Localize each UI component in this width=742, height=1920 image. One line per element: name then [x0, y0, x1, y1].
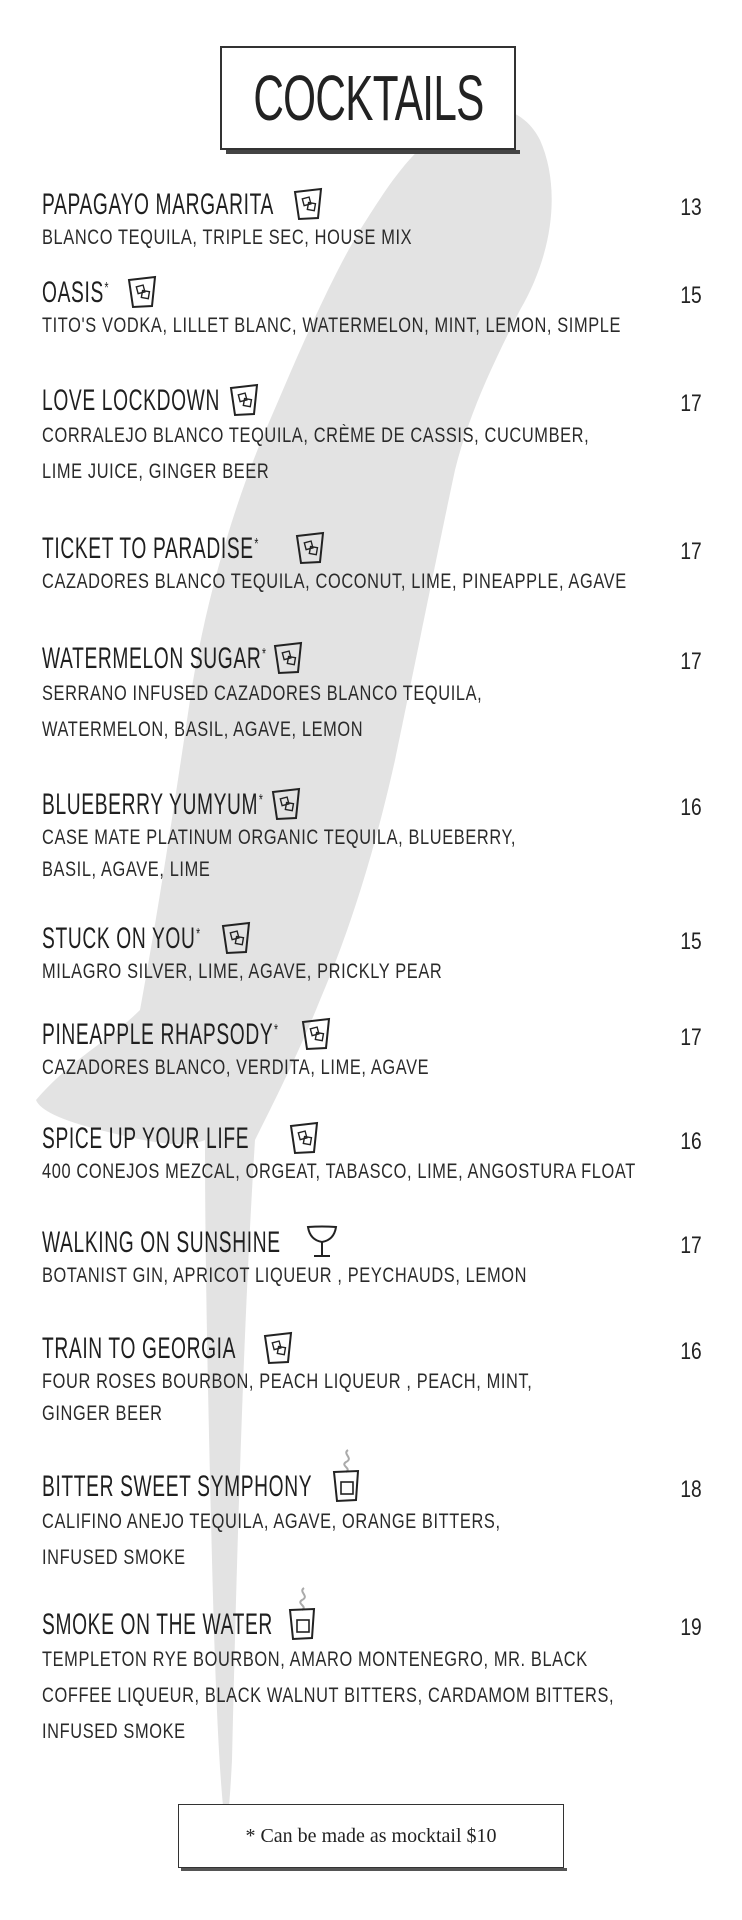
item-price: 18: [680, 1476, 702, 1503]
item-description: FOUR ROSES BOURBON, PEACH LIQUEUR , PEACH, MINT, GINGER BEER: [42, 1370, 533, 1425]
item-description: CALIFINO ANEJO TEQUILA, AGAVE, ORANGE BITTERS, INFUSED SMOKE: [42, 1510, 501, 1569]
rocks-glass-icon: [124, 272, 160, 310]
menu-item: [42, 1608, 702, 1750]
menu-title-box: [220, 46, 516, 150]
smoked-glass-icon: [328, 1448, 364, 1504]
item-description: BLANCO TEQUILA, TRIPLE SEC, HOUSE MIX: [42, 226, 413, 249]
item-name: PINEAPPLE RHAPSODY*: [42, 1018, 279, 1051]
item-price: 17: [680, 390, 702, 417]
item-name: BLUEBERRY YUMYUM*: [42, 788, 264, 821]
item-name: STUCK ON YOU*: [42, 922, 201, 955]
menu-item: [42, 188, 702, 254]
item-description: TEMPLETON RYE BOURBON, AMARO MONTENEGRO, MR. BLACK COFFEE LIQUEUR, BLACK WALNUT BITTERS, CARDAMOM BITTERS, INFUSED SMOKE: [42, 1648, 615, 1743]
item-price: 15: [680, 282, 702, 309]
item-price: 19: [680, 1614, 702, 1641]
menu-item: [42, 788, 702, 886]
item-description: BOTANIST GIN, APRICOT LIQUEUR , PEYCHAUDS, LEMON: [42, 1264, 528, 1287]
item-price: 16: [680, 1338, 702, 1365]
rocks-glass-icon: [268, 784, 304, 822]
item-price: 17: [680, 648, 702, 675]
menu-item: [42, 922, 702, 988]
item-description: 400 CONEJOS MEZCAL, ORGEAT, TABASCO, LIME, ANGOSTURA FLOAT: [42, 1160, 636, 1183]
item-description: MILAGRO SILVER, LIME, AGAVE, PRICKLY PEAR: [42, 960, 443, 983]
menu-item: [42, 1122, 702, 1188]
item-description: CASE MATE PLATINUM ORGANIC TEQUILA, BLUEBERRY, BASIL, AGAVE, LIME: [42, 826, 517, 881]
item-name: SPICE UP YOUR LIFE: [42, 1122, 250, 1155]
item-price: 13: [680, 194, 702, 221]
item-description: TITO'S VODKA, LILLET BLANC, WATERMELON, MINT, LEMON, SIMPLE: [42, 314, 622, 337]
menu-item: [42, 642, 702, 748]
menu-item: [42, 384, 702, 490]
item-name: WALKING ON SUNSHINE: [42, 1226, 281, 1259]
item-price: 15: [680, 928, 702, 955]
item-name: PAPAGAYO MARGARITA: [42, 188, 275, 221]
coupe-glass-icon: [304, 1222, 340, 1260]
mocktail-note: * Can be made as mocktail $10: [245, 1824, 497, 1847]
rocks-glass-icon: [292, 528, 328, 566]
menu-item: [42, 1470, 702, 1576]
item-name: LOVE LOCKDOWN: [42, 384, 220, 417]
rocks-glass-icon: [270, 638, 306, 676]
mocktail-note-box: [178, 1804, 564, 1868]
item-description: CORRALEJO BLANCO TEQUILA, CRÈME DE CASSIS, CUCUMBER, LIME JUICE, GINGER BEER: [42, 424, 590, 483]
item-description: CAZADORES BLANCO, VERDITA, LIME, AGAVE: [42, 1056, 430, 1079]
item-price: 16: [680, 794, 702, 821]
rocks-glass-icon: [218, 918, 254, 956]
item-price: 17: [680, 1232, 702, 1259]
item-name: OASIS*: [42, 276, 110, 309]
item-name: BITTER SWEET SYMPHONY: [42, 1470, 313, 1503]
menu-title: COCKTAILS: [252, 62, 484, 134]
item-price: 17: [680, 1024, 702, 1051]
menu-item: [42, 532, 702, 598]
item-description: SERRANO INFUSED CAZADORES BLANCO TEQUILA, WATERMELON, BASIL, AGAVE, LEMON: [42, 682, 483, 741]
item-price: 16: [680, 1128, 702, 1155]
menu-item: [42, 1332, 702, 1430]
rocks-glass-icon: [298, 1014, 334, 1052]
menu-item: [42, 1018, 702, 1084]
menu-item: [42, 276, 702, 342]
rocks-glass-icon: [286, 1118, 322, 1156]
item-price: 17: [680, 538, 702, 565]
item-name: TRAIN TO GEORGIA: [42, 1332, 237, 1365]
item-name: TICKET TO PARADISE*: [42, 532, 260, 565]
item-name: WATERMELON SUGAR*: [42, 642, 267, 675]
rocks-glass-icon: [226, 380, 262, 418]
smoked-glass-icon: [284, 1586, 320, 1642]
item-description: CAZADORES BLANCO TEQUILA, COCONUT, LIME, PINEAPPLE, AGAVE: [42, 570, 627, 593]
item-name: SMOKE ON THE WATER: [42, 1608, 273, 1641]
rocks-glass-icon: [260, 1328, 296, 1366]
rocks-glass-icon: [290, 184, 326, 222]
menu-item: [42, 1226, 702, 1292]
